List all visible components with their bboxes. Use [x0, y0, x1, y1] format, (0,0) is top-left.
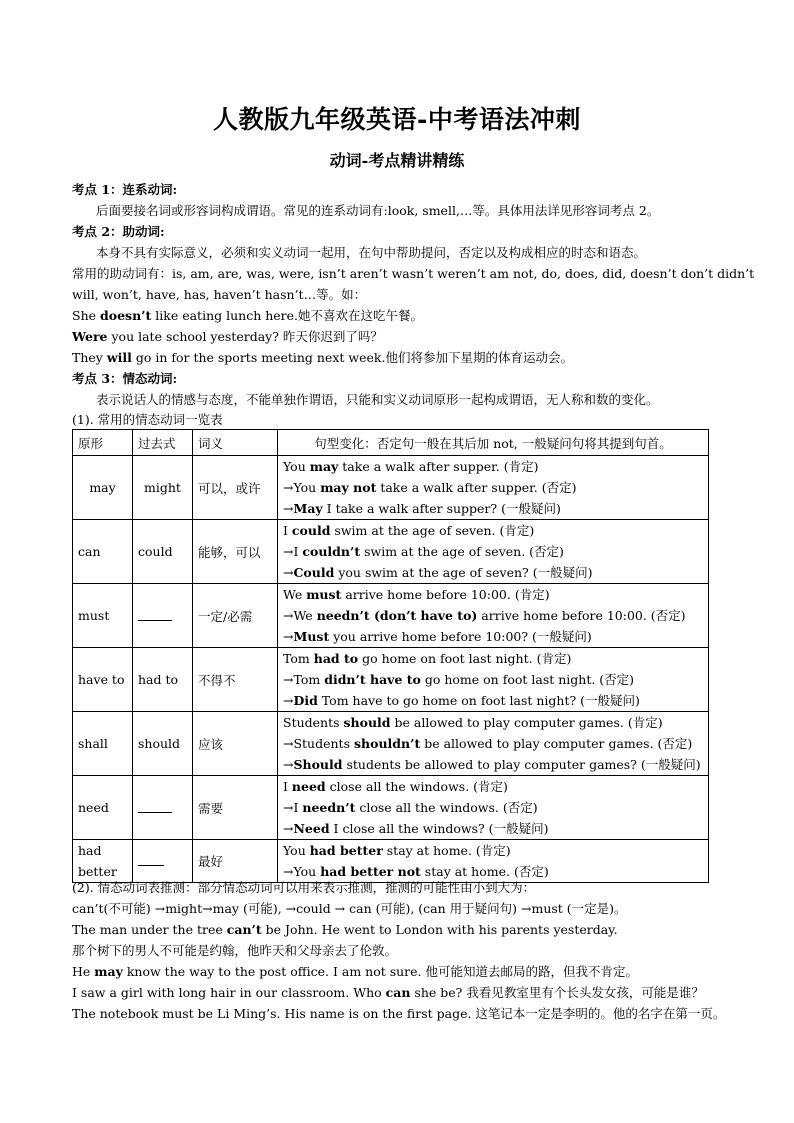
examples-cell — [278, 840, 709, 883]
negative-example: →I needn’t close all the windows. (否定) — [283, 800, 538, 815]
point2-heading: 考点 2：助动词: — [72, 224, 165, 239]
affirmative-example: You had better stay at home. (肯定) — [283, 843, 511, 858]
header-sentence-pattern: 句型变化：否定句一般在其后加 not, 一般疑问句将其提到句首。 — [278, 430, 709, 456]
point3-text: 表示说话人的情感与态度，不能单独作谓语，只能和实义动词原形一起构成谓语，无人称和数的变化。 — [96, 392, 659, 407]
table-row — [73, 584, 709, 648]
affirmative-example: I could swim at the age of seven. (肯定) — [283, 523, 535, 538]
meaning-cell: 需要 — [193, 776, 278, 840]
question-example: →Must you arrive home before 10:00? (一般疑问) — [283, 629, 592, 644]
header-past-tense: 过去式 — [133, 430, 193, 456]
negative-example: →We needn’t (don’t have to) arrive home before 10:00. (否定) — [283, 608, 686, 623]
question-example: →Could you swim at the age of seven? (一般疑问) — [283, 565, 593, 580]
past-form-cell: had to — [133, 648, 193, 712]
table-row — [73, 648, 709, 712]
point3-heading: 考点 3：情态动词: — [72, 371, 178, 386]
example-sentence-1: She doesn’t like eating lunch here.她不喜欢在这吃午餐。 — [72, 308, 424, 323]
blank-line — [138, 608, 172, 621]
negative-example: →You had better not stay at home. (否定) — [283, 864, 549, 879]
past-form-cell: should — [133, 712, 193, 776]
base-form-cell: had better — [73, 840, 133, 883]
point2-aux-list-cont: will, won’t, have, has, haven’t hasn’t…等。如： — [72, 287, 367, 302]
header-meaning: 词义 — [193, 430, 278, 456]
base-form-cell: need — [73, 776, 133, 840]
point1-heading: 考点 1：连系动词: — [72, 182, 178, 197]
past-form-cell — [133, 776, 193, 840]
table-row — [73, 840, 709, 883]
point2-aux-list: 常用的助动词有：is, am, are, was, were, isn’t aren’t wasn’t weren’t am not, do, does, did, doesn’t don’t didn’t — [72, 266, 755, 281]
speculation-heading: (2). 情态动词表推测：部分情态动词可以用来表示推测，推测的可能性由小到大为： — [72, 880, 536, 895]
affirmative-example: I need close all the windows. (肯定) — [283, 779, 508, 794]
past-form-cell — [133, 584, 193, 648]
table-row — [73, 520, 709, 584]
question-example: →Did Tom have to go home on foot last night? (一般疑问) — [283, 693, 640, 708]
blank-line — [138, 853, 164, 866]
speculation-scale: can’t(不可能) →might→may (可能), →could → can (可能), (can 用于疑问句) →must (一定是)。 — [72, 901, 627, 916]
base-form-cell: must — [73, 584, 133, 648]
affirmative-example: Tom had to go home on foot last night. (肯定) — [283, 651, 572, 666]
affirmative-example: We must arrive home before 10:00. (肯定) — [283, 587, 550, 602]
speculation-example-2: He may know the way to the post office. I am not sure. 他可能知道去邮局的路，但我不肯定。 — [72, 964, 639, 979]
speculation-example-1: The man under the tree can’t be John. He went to London with his parents yesterday. — [72, 922, 618, 937]
question-example: →Should students be allowed to play computer games? (一般疑问) — [283, 757, 701, 772]
table-row — [73, 712, 709, 776]
meaning-cell: 可以，或许 — [193, 456, 278, 520]
meaning-cell: 不得不 — [193, 648, 278, 712]
speculation-example-3: I saw a girl with long hair in our classroom. Who can she be? 我看见教室里有个长头发女孩，可能是谁？ — [72, 985, 704, 1000]
header-base-form: 原形 — [73, 430, 133, 456]
blank-line — [138, 800, 172, 813]
speculation-example-4: The notebook must be Li Ming’s. His name is on the first page. 这笔记本一定是李明的。他的名字在第一页。 — [72, 1006, 726, 1021]
example-sentence-3: They will go in for the sports meeting next week.他们将参加下星期的体育运动会。 — [72, 350, 573, 365]
question-example: →May I take a walk after supper? (一般疑问) — [283, 501, 561, 516]
examples-cell — [278, 520, 709, 584]
base-form-cell: have to — [73, 648, 133, 712]
base-form-cell: may — [73, 456, 133, 520]
meaning-cell: 能够，可以 — [193, 520, 278, 584]
table-row — [73, 776, 709, 840]
negative-example: →Tom didn’t have to go home on foot last night. (否定) — [283, 672, 635, 687]
base-form-cell: can — [73, 520, 133, 584]
point2-text: 本身不具有实际意义，必须和实义动词一起用，在句中帮助提问，否定以及构成相应的时态和语态。 — [96, 245, 647, 260]
examples-cell — [278, 648, 709, 712]
examples-cell — [278, 776, 709, 840]
meaning-cell: 应该 — [193, 712, 278, 776]
question-example: →Need I close all the windows? (一般疑问) — [283, 821, 549, 836]
page-title: 人教版九年级英语-中考语法冲刺 — [213, 105, 581, 134]
meaning-cell: 最好 — [193, 840, 278, 883]
negative-example: →Students shouldn’t be allowed to play computer games. (否定) — [283, 736, 693, 751]
speculation-example-1-translation: 那个树下的男人不可能是约翰，他昨天和父母亲去了伦敦。 — [72, 943, 398, 958]
examples-cell — [278, 712, 709, 776]
past-form-cell: might — [133, 456, 193, 520]
examples-cell — [278, 584, 709, 648]
example-sentence-2: Were you late school yesterday? 昨天你迟到了吗？ — [72, 329, 383, 344]
past-form-cell: could — [133, 520, 193, 584]
base-form-cell: shall — [73, 712, 133, 776]
affirmative-example: You may take a walk after supper. (肯定) — [283, 459, 539, 474]
table-header-row — [73, 430, 709, 456]
affirmative-example: Students should be allowed to play computer games. (肯定) — [283, 715, 663, 730]
negative-example: →You may not take a walk after supper. (否定) — [283, 480, 577, 495]
table-row — [73, 456, 709, 520]
examples-cell — [278, 456, 709, 520]
modal-verbs-table — [72, 429, 709, 883]
past-form-cell — [133, 840, 193, 883]
meaning-cell: 一定/必需 — [193, 584, 278, 648]
table-caption: (1). 常用的情态动词一览表 — [72, 412, 223, 427]
page-subtitle: 动词-考点精讲精练 — [329, 151, 465, 170]
negative-example: →I couldn’t swim at the age of seven. (否定) — [283, 544, 564, 559]
point1-text: 后面要接名词或形容词构成谓语。常见的连系动词有:look, smell,…等。具体用法详见形容词考点 2。 — [96, 203, 660, 218]
